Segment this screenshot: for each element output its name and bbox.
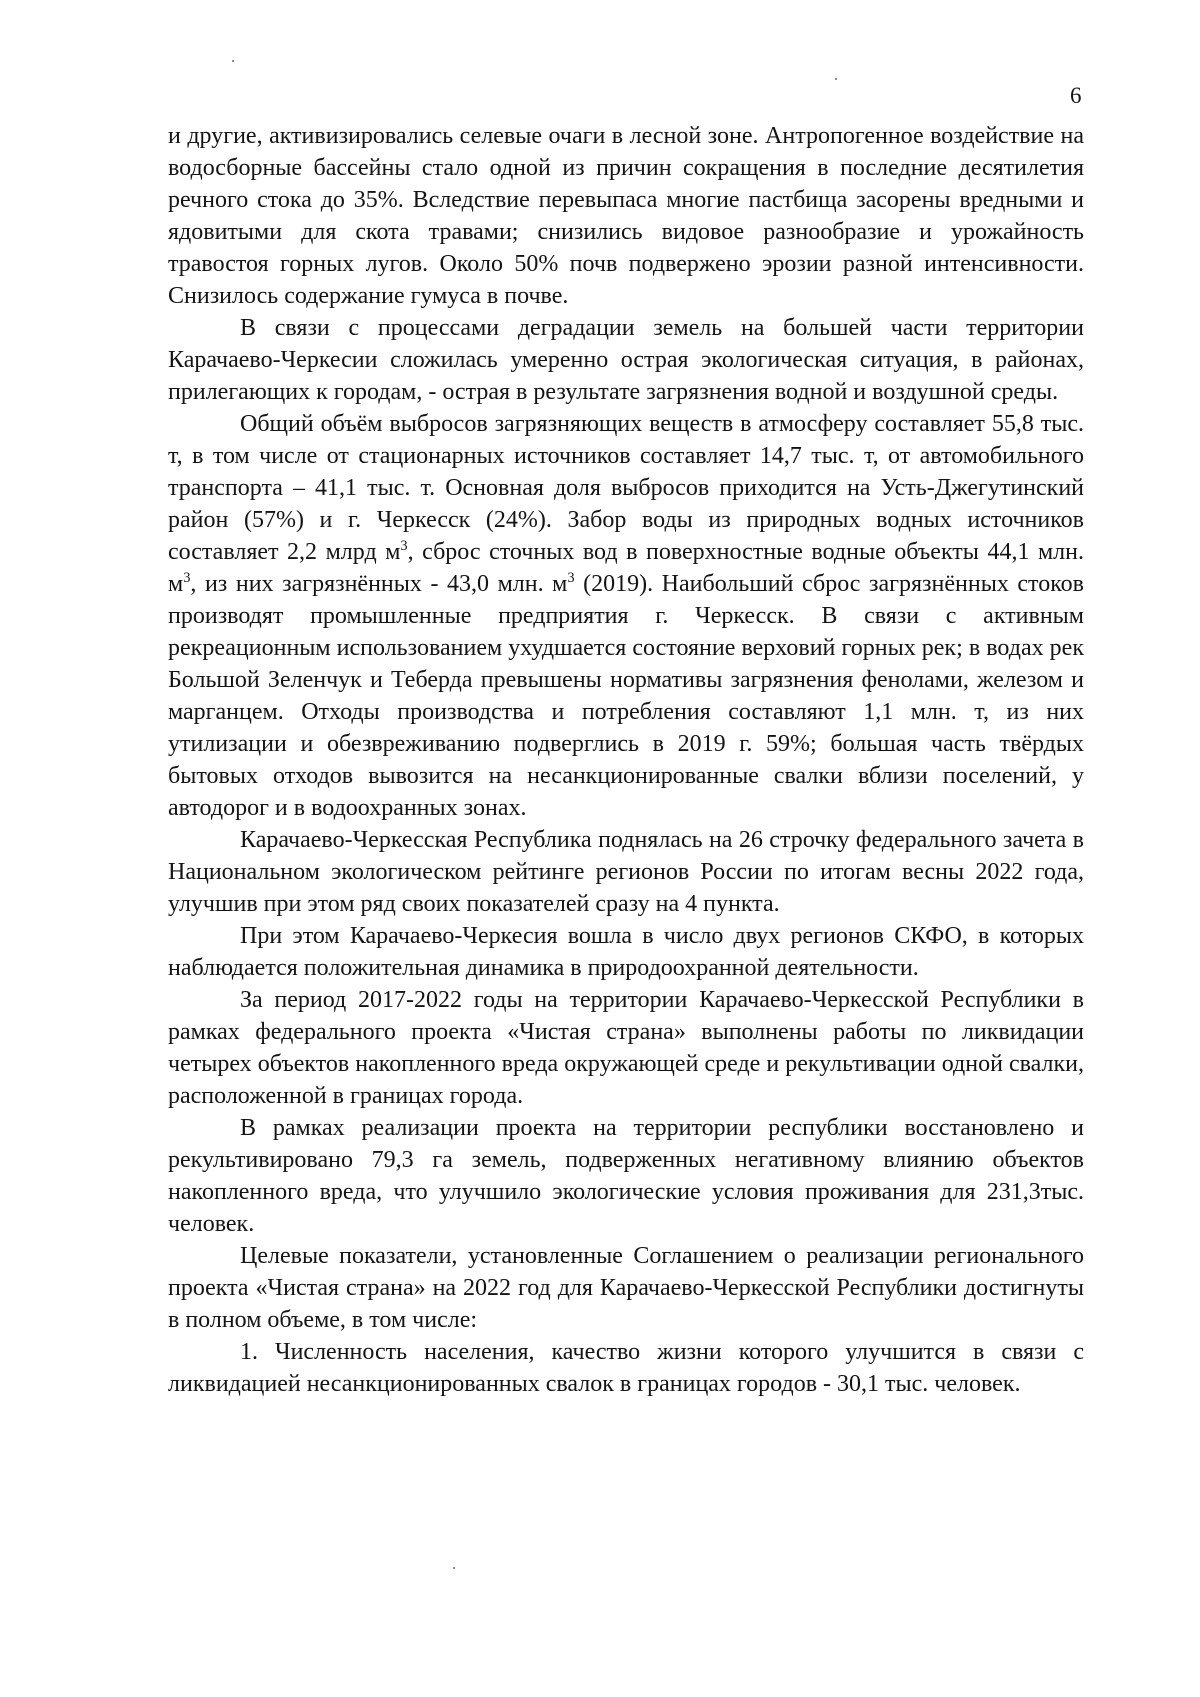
cubic-exponent: 3 — [400, 538, 408, 554]
paragraph-degradation: В связи с процессами деградации земель на большей части территории Карачаево-Черкесии сложилась умеренно острая экологическая ситуация, в районах, прилегающих к городам, - острая в результате загрязнения водной и воздушной среды. — [168, 315, 1084, 405]
paragraph-rating: Карачаево-Черкесская Республика поднялась на 26 строчку федерального зачета в Национальном экологическом рейтинге регионов России по итогам весны 2022 года, улучшив при этом ряд своих показателей сразу на 4 пункта. — [168, 827, 1084, 917]
emissions-text-part-4: (2019). Наибольший сброс загрязнённых стоков производят промышленные предприятия г. Черкесск. В связи с активным рекреационным использованием ухудшается состояние верховий горных рек; в водах рек Большой Зеленчук и Теберда превышены нормативы загрязнения фенолами, железом и марганцем. Отходы производства и потребления составляют 1,1 млн. т, из них утилизации и обезвреживанию подверглись в 2019 г. 59%; большая часть твёрдых бытовых отходов вывозится на несанкционированные свалки вблизи поселений, у автодорог и в водоохранных зонах. — [168, 571, 1084, 821]
paragraph-continuation: и другие, активизировались селевые очаги в лесной зоне. Антропогенное воздействие на водосборные бассейны стало одной из причин сокращения в последние десятилетия речного стока до 35%. Вследствие перевыпаса многие пастбища засорены вредными и ядовитыми для скота травами; снизились видовое разнообразие и урожайность травостоя горных лугов. Около 50% почв подвержено эрозии разной интенсивности. Снизилось содержание гумуса в почве. — [168, 123, 1084, 309]
emissions-text-part-1: Общий объём выбросов загрязняющих веществ в атмосферу составляет 55,8 тыс. т, в том числе от стационарных источников составляет 14,7 тыс. т, от автомобильного транспорта – 41,1 тыс. т. Основная доля выбросов приходится на Усть-Джегутинский район (57%) и г. Черкесск (24%). Забор воды из природных водных источников составляет 2,2 млрд м — [168, 411, 1084, 565]
document-body — [168, 120, 1084, 1400]
paragraph-emissions — [168, 408, 1084, 824]
cubic-exponent: 3 — [183, 570, 191, 586]
scan-speck — [232, 60, 234, 62]
scan-speck — [835, 78, 837, 80]
paragraph-skfo: При этом Карачаево-Черкесия вошла в число двух регионов СКФО, в которых наблюдается положительная динамика в природоохранной деятельности. — [168, 923, 1084, 981]
scan-speck — [453, 1567, 455, 1569]
paragraph-clean-country: За период 2017-2022 годы на территории Карачаево-Черкесской Республики в рамках федерального проекта «Чистая страна» выполнены работы по ликвидации четырех объектов накопленного вреда окружающей среде и рекультивации одной свалки, расположенной в границах города. — [168, 987, 1084, 1109]
emissions-text-part-2: , сброс сточных вод в поверхностные водные объекты 44,1 млн. м — [168, 539, 1084, 597]
paragraph-targets: Целевые показатели, установленные Соглашением о реализации регионального проекта «Чистая страна» на 2022 год для Карачаево-Черкесской Республики достигнуты в полном объеме, в том числе: — [168, 1243, 1084, 1333]
list-item-1: 1. Численность населения, качество жизни которого улучшится в связи с ликвидацией несанкционированных свалок в границах городов - 30,1 тыс. человек. — [168, 1339, 1084, 1397]
emissions-text-part-3: , из них загрязнённых - 43,0 млн. м — [190, 571, 568, 597]
page-number: 6 — [1070, 83, 1082, 108]
paragraph-restoration: В рамках реализации проекта на территории республики восстановлено и рекультивировано 79,3 га земель, подверженных негативному влиянию объектов накопленного вреда, что улучшило экологические условия проживания для 231,3тыс. человек. — [168, 1115, 1084, 1237]
cubic-exponent: 3 — [567, 570, 575, 586]
